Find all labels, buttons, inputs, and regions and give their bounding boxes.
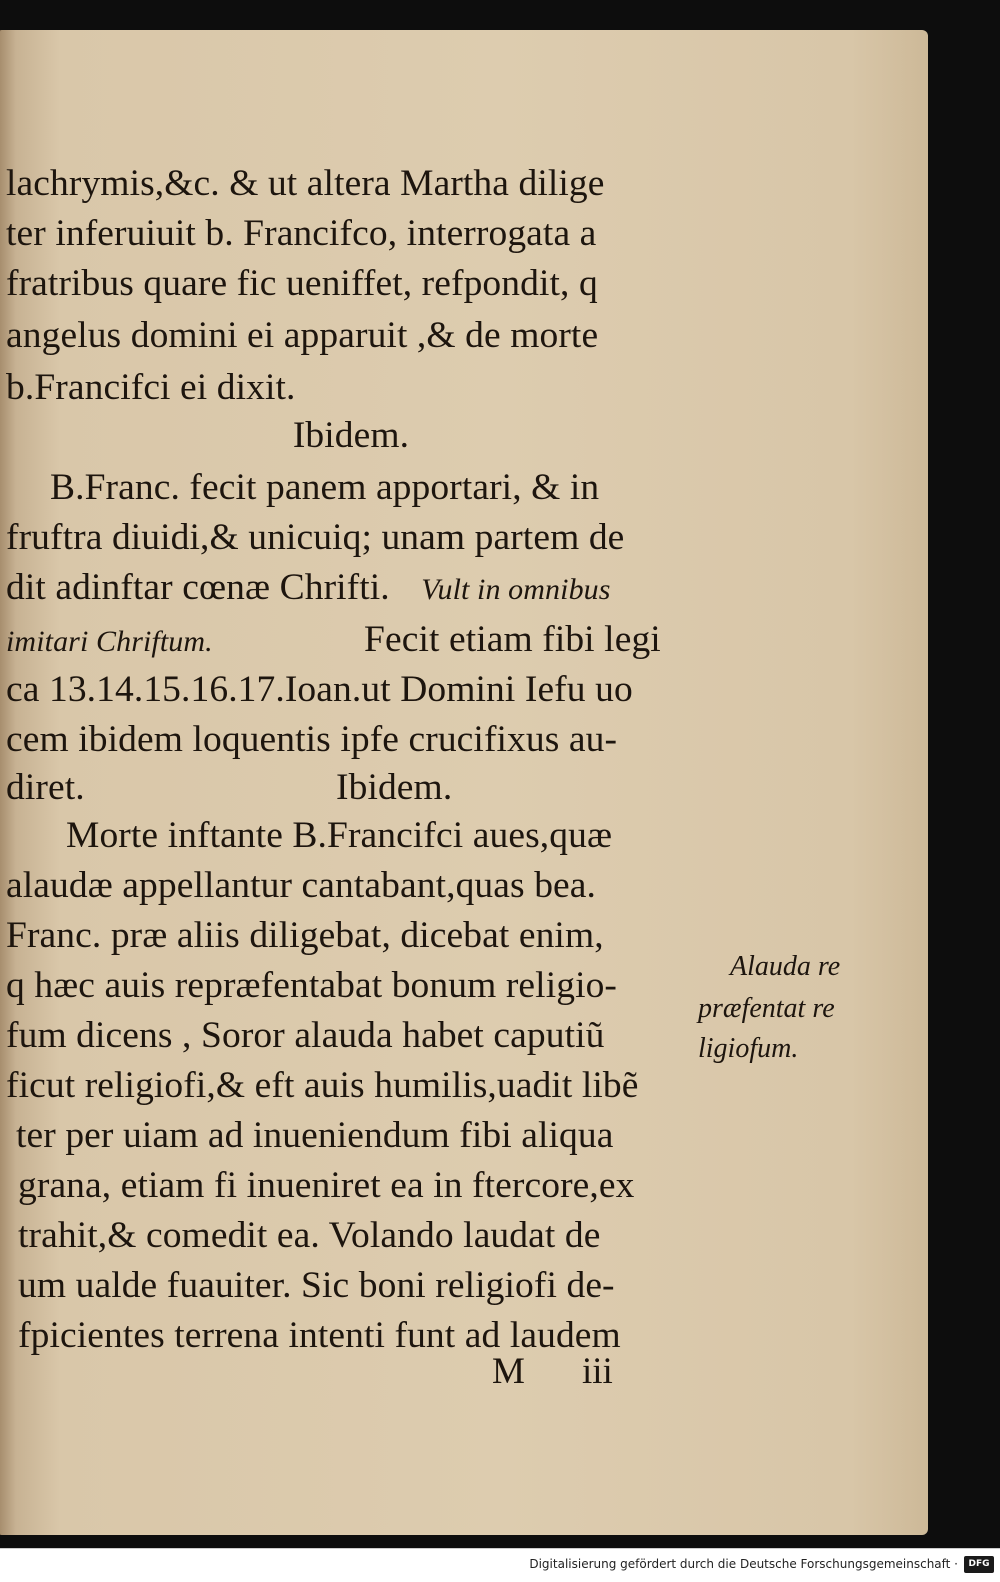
text-line — [6, 764, 696, 812]
book-page — [0, 30, 928, 1535]
dfg-logo-icon: DFG — [964, 1556, 994, 1573]
signature-number: iii — [582, 1351, 613, 1392]
margin-note-line: præfentat re — [698, 993, 835, 1024]
digitization-footer — [0, 1548, 1000, 1582]
text-line: fruftra diuidi,& unicuiq; unam partem de — [6, 517, 625, 558]
text-line: cem ibidem loquentis ipfe crucifixus au- — [6, 719, 618, 760]
margin-note-line: Alauda re — [730, 951, 841, 982]
signature-letter: M — [492, 1351, 525, 1392]
text-line: fum dicens , Soror alauda habet caputiũ — [6, 1015, 605, 1056]
footer-credit-text: Digitalisierung gefördert durch die Deutsche Forschungsgemeinschaft · — [529, 1557, 958, 1571]
text-line: lachrymis,&c. & ut altera Martha dilige — [6, 163, 605, 204]
text-line: ter per uiam ad inueniendum fibi aliqua — [16, 1115, 614, 1156]
text-line: ficut religiofi,& eft auis humilis,uadit libẽ — [6, 1065, 639, 1106]
text-line — [6, 564, 696, 614]
italic-note: imitari Chriftum. — [6, 625, 213, 658]
section-heading: Ibidem. — [292, 415, 410, 456]
text-line: ca 13.14.15.16.17.Ioan.ut Domini Iefu uo — [6, 669, 633, 710]
text-line: trahit,& comedit ea. Volando laudat de — [18, 1215, 601, 1256]
text-line: Franc. præ aliis diligebat, dicebat enim, — [6, 915, 604, 956]
text-line: fpicientes terrena intenti funt ad laudem — [18, 1315, 621, 1356]
text-line: B.Franc. fecit panem apportari, & in — [50, 467, 600, 508]
text-span: Fecit etiam fibi legi — [364, 619, 661, 660]
text-line: angelus domini ei apparuit ,& de morte — [6, 315, 599, 356]
italic-note: Vult in omnibus — [421, 573, 611, 606]
text-line — [6, 616, 696, 666]
text-line: ter inferuiuit b. Francifco, interrogata a — [6, 213, 597, 254]
text-span: diret. — [6, 767, 85, 808]
text-line: b.Francifci ei dixit. — [6, 367, 296, 408]
text-line: um ualde fuauiter. Sic boni religiofi de- — [18, 1265, 615, 1306]
section-heading: Ibidem. — [336, 767, 453, 808]
text-line: q hæc auis repræfentabat bonum religio- — [6, 965, 618, 1006]
text-line: alaudæ appellantur cantabant,quas bea. — [6, 865, 597, 906]
text-line: Morte inftante B.Francifci aues,quæ — [66, 815, 613, 856]
margin-note-line: ligiofum. — [698, 1033, 799, 1064]
text-line: fratribus quare fic ueniffet, refpondit, q — [6, 263, 598, 304]
text-span: dit adinftar cœnæ Chrifti. — [6, 567, 390, 608]
text-line: grana, etiam fi inueniret ea in ftercore,ex — [18, 1165, 635, 1206]
